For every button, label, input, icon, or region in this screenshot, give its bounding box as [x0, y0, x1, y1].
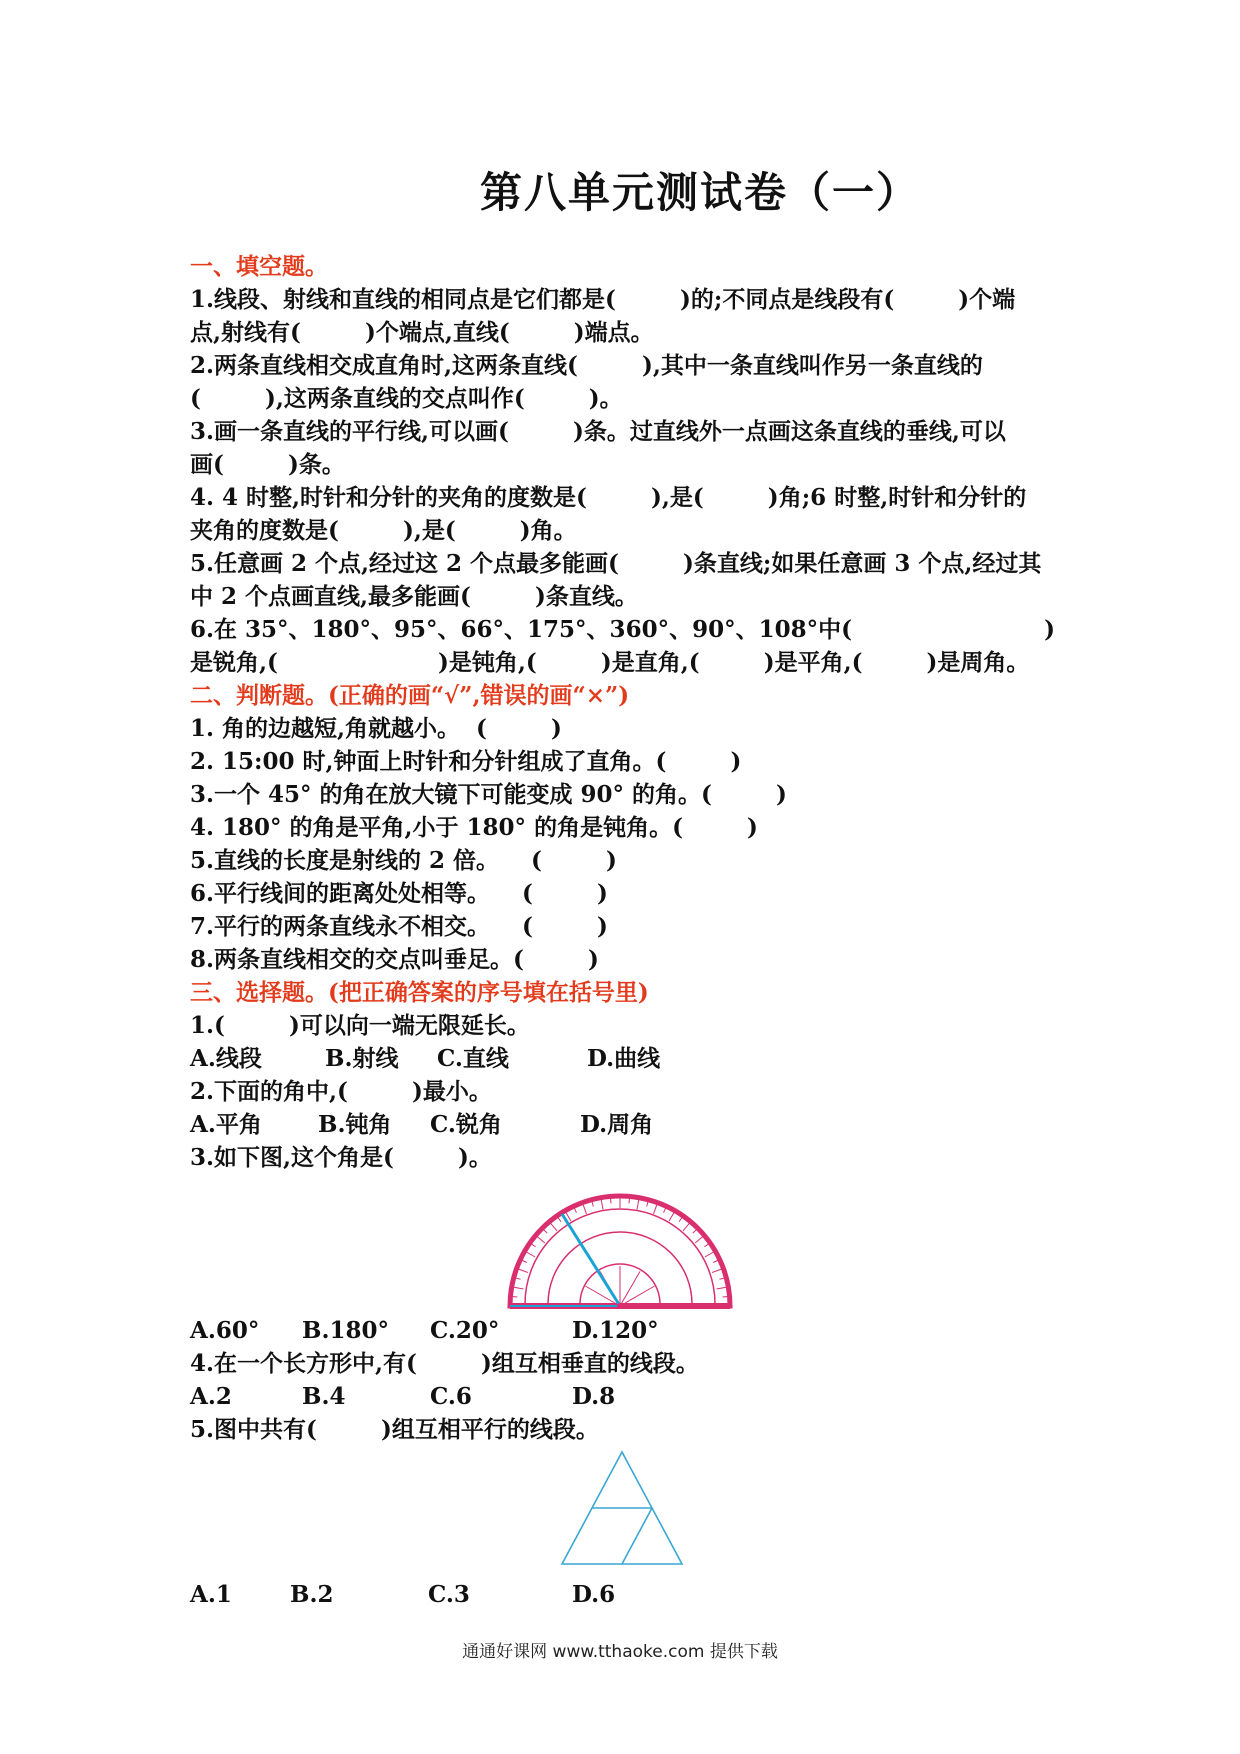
fill-line: 夹角的度数是( ),是( )角。 — [190, 517, 577, 544]
option-a: A.60° — [190, 1317, 260, 1344]
judge-line: 1. 角的边越短,角就越小。 ( ) — [190, 715, 562, 742]
fill-line: 点,射线有( )个端点,直线( )端点。 — [190, 319, 654, 346]
option-a: A.平角 — [190, 1111, 262, 1138]
section-heading-judge: 二、判断题。(正确的画“√”,错误的画“×”) — [190, 682, 630, 709]
fill-line: 6.在 35°、180°、95°、66°、175°、360°、90°、108°中( ) — [190, 616, 1056, 643]
judge-questions — [190, 712, 1070, 976]
fill-line: 是锐角,( )是钝角,( )是直角,( )是平角,( )是周角。 — [190, 649, 1030, 676]
option-a: A.2 — [190, 1383, 232, 1410]
judge-line: 4. 180° 的角是平角,小于 180° 的角是钝角。( ) — [190, 814, 758, 841]
option-c: C.3 — [428, 1581, 470, 1608]
fill-line: 4. 4 时整,时针和分针的夹角的度数是( ),是( )角;6 时整,时针和分针的 — [190, 484, 1027, 511]
triangle-figure — [190, 1446, 1070, 1578]
protractor-tick — [536, 1235, 545, 1243]
option-b: B.钝角 — [318, 1111, 392, 1138]
option-a: A.1 — [190, 1581, 232, 1608]
judge-line: 3.一个 45° 的角在放大镜下可能变成 90° 的角。( ) — [190, 781, 787, 808]
section-heading-fill: 一、填空题。 — [190, 253, 328, 280]
option-d: D.曲线 — [587, 1045, 661, 1072]
judge-line: 8.两条直线相交的交点叫垂足。( ) — [190, 946, 599, 973]
option-b: B.射线 — [325, 1045, 399, 1072]
fill-line: 2.两条直线相交成直角时,这两条直线( ),其中一条直线叫作另一条直线的 — [190, 352, 983, 379]
fill-questions — [190, 283, 1070, 679]
fill-line: 中 2 个点画直线,最多能画( )条直线。 — [190, 583, 638, 610]
option-b: B.4 — [302, 1383, 346, 1410]
protractor-icon — [190, 1174, 1070, 1314]
choice-q4: 4.在一个长方形中,有( )组互相垂直的线段。 — [190, 1350, 699, 1377]
protractor-tick — [610, 1196, 611, 1203]
choice-q1: 1.( )可以向一端无限延长。 — [190, 1012, 530, 1039]
judge-line: 6.平行线间的距离处处相等。 ( ) — [190, 880, 608, 907]
judge-line: 2. 15:00 时,钟面上时针和分针组成了直角。( ) — [190, 748, 742, 775]
worksheet-body — [190, 250, 1070, 1611]
option-d: D.周角 — [580, 1111, 654, 1138]
option-c: C.直线 — [437, 1045, 509, 1072]
protractor-tick — [705, 1251, 715, 1257]
choice-q1-options — [190, 1042, 1070, 1075]
option-c: C.20° — [430, 1317, 500, 1344]
choice-q3: 3.如下图,这个角是( )。 — [190, 1144, 492, 1171]
protractor-tick — [549, 1222, 557, 1231]
fill-line: 画( )条。 — [190, 451, 345, 478]
fill-line: 1.线段、射线和直线的相同点是它们都是( )的;不同点是线段有( )个端 — [190, 286, 1016, 313]
option-d: D.6 — [572, 1581, 616, 1608]
option-c: C.6 — [430, 1383, 472, 1410]
section-heading-choice: 三、选择题。(把正确答案的序号填在括号里) — [190, 979, 649, 1006]
choice-q5: 5.图中共有( )组互相平行的线段。 — [190, 1416, 599, 1443]
protractor-tick — [510, 1296, 517, 1297]
option-c: C.锐角 — [430, 1111, 502, 1138]
choice-q2: 2.下面的角中,( )最小。 — [190, 1078, 492, 1105]
protractor-tick — [629, 1196, 630, 1203]
protractor-figure — [190, 1174, 1070, 1314]
choice-q3-options — [190, 1314, 1070, 1347]
option-b: B.180° — [302, 1317, 389, 1344]
protractor-tick — [723, 1296, 730, 1297]
protractor-spoke — [620, 1271, 640, 1306]
protractor-tick — [683, 1222, 691, 1231]
protractor-tick — [695, 1235, 704, 1243]
fill-line: 5.任意画 2 个点,经过这 2 个点最多能画( )条直线;如果任意画 3 个点,经过其 — [190, 550, 1042, 577]
option-a: A.线段 — [190, 1045, 262, 1072]
page-title: 第八单元测试卷（一） — [479, 168, 920, 217]
option-b: B.2 — [290, 1581, 334, 1608]
choice-q5-options — [190, 1578, 1070, 1611]
choice-q2-options — [190, 1108, 1070, 1141]
footer-source: 通通好课网 www.tthaoke.com 提供下载 — [462, 1642, 778, 1662]
judge-line: 7.平行的两条直线永不相交。 ( ) — [190, 913, 608, 940]
fill-line: 3.画一条直线的平行线,可以画( )条。过直线外一点画这条直线的垂线,可以 — [190, 418, 1006, 445]
option-d: D.8 — [572, 1383, 616, 1410]
fill-line: ( ),这两条直线的交点叫作( )。 — [190, 385, 623, 412]
judge-line: 5.直线的长度是射线的 2 倍。 ( ) — [190, 847, 617, 874]
option-d: D.120° — [572, 1317, 659, 1344]
protractor-tick — [525, 1251, 535, 1257]
protractor-tick — [669, 1211, 675, 1221]
choice-q4-options — [190, 1380, 1070, 1413]
triangle-icon — [190, 1446, 1070, 1578]
